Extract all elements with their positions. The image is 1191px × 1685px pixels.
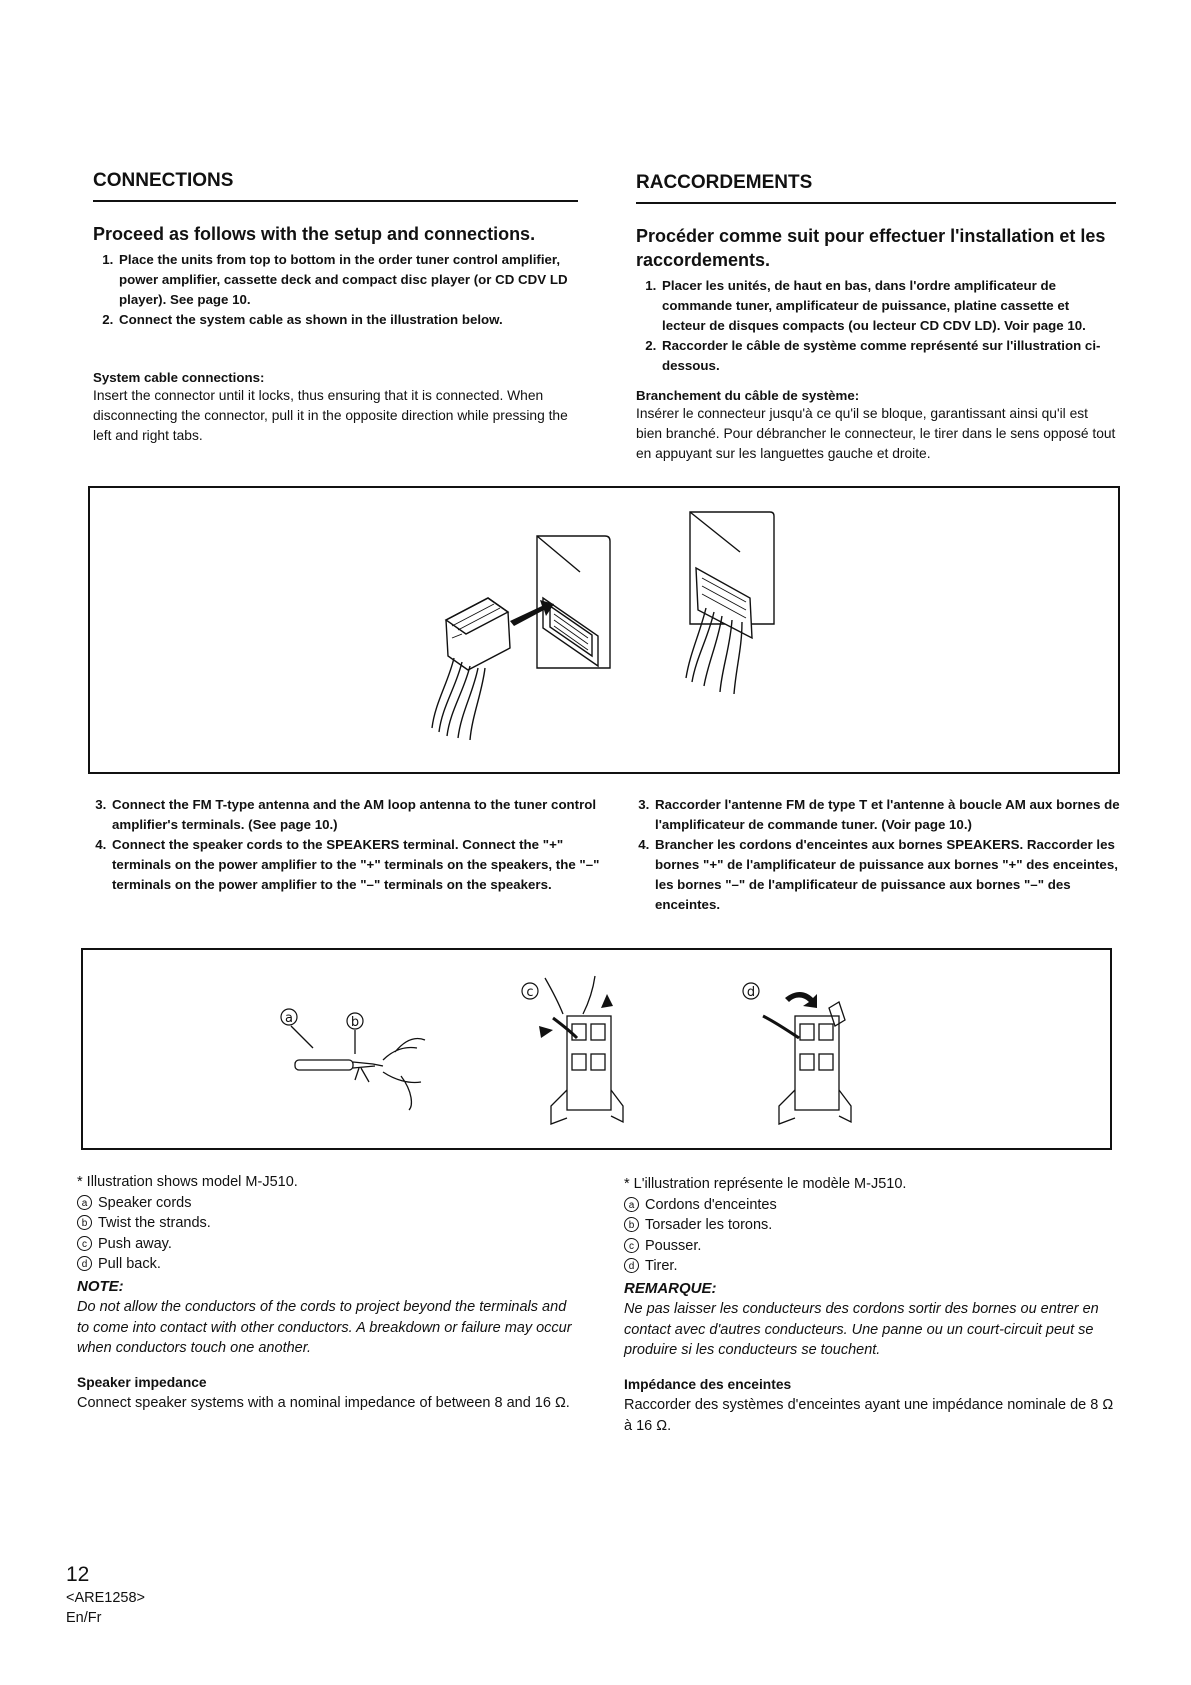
legend-item-c-en bbox=[77, 1234, 582, 1255]
illustration-note-fr: * L'illustration représente le modèle M-J510. bbox=[624, 1176, 907, 1192]
note-text-fr: Ne pas laisser les conducteurs des cordons sortir des bornes ou entrer en contact avec d'autres conducteurs. Une panne ou un court-circuit peut se produire si les conducteurs se touchent. bbox=[624, 1301, 1099, 1358]
notes-fr bbox=[624, 1174, 1120, 1436]
legend-text: Torsader les torons. bbox=[645, 1217, 773, 1233]
step-4-fr: 4. Brancher les cordons d'enceintes aux bornes SPEAKERS. Raccorder les bornes "+" de l'amplificateur de puissance aux bornes "+" des enceintes, les bornes "–" de l'amplificateur de puissance aux bornes "–" des enceintes. bbox=[653, 835, 1139, 915]
page-number: 12 bbox=[66, 1563, 90, 1586]
pull-back-arrow-icon bbox=[785, 992, 817, 1008]
legend-item-b-fr bbox=[624, 1215, 1120, 1236]
legend-item-c-fr bbox=[624, 1236, 1120, 1257]
steps-1-2-fr bbox=[636, 276, 1116, 376]
circle-b-icon: b bbox=[77, 1215, 92, 1230]
illustration-note-en: * Illustration shows model M-J510. bbox=[77, 1174, 298, 1190]
circle-d-icon: d bbox=[77, 1256, 92, 1271]
section-rule-en bbox=[93, 200, 578, 202]
impedance-heading-en: Speaker impedance bbox=[77, 1374, 207, 1390]
legend-item-a-fr bbox=[624, 1195, 1120, 1216]
legend-text: Tirer. bbox=[645, 1258, 678, 1274]
legend-text: Cordons d'enceintes bbox=[645, 1196, 777, 1213]
connector-illustration bbox=[90, 488, 1118, 772]
lead-en: Proceed as follows with the setup and connections. bbox=[93, 224, 536, 244]
impedance-heading-fr: Impédance des enceintes bbox=[624, 1376, 792, 1392]
label-c: c bbox=[526, 985, 534, 1000]
legend-text: Speaker cords bbox=[98, 1194, 192, 1211]
circle-c-icon: c bbox=[77, 1236, 92, 1251]
circle-a-icon: a bbox=[77, 1195, 92, 1210]
circle-b-icon: b bbox=[624, 1217, 639, 1232]
legend-text: Push away. bbox=[98, 1235, 172, 1252]
impedance-text-en: Connect speaker systems with a nominal impedance of between 8 and 16 Ω. bbox=[77, 1395, 570, 1411]
legend-item-a-en bbox=[77, 1193, 582, 1214]
step-3-fr: 3. Raccorder l'antenne FM de type T et l'antenne à boucle AM aux bornes de l'amplificateur de commande tuner. (Voir page 10.) bbox=[653, 795, 1139, 835]
system-cable-en bbox=[93, 370, 578, 446]
steps-3-4-fr bbox=[629, 795, 1139, 915]
legend-item-d-en bbox=[77, 1254, 582, 1275]
intro-en bbox=[93, 222, 578, 330]
section-rule-fr bbox=[636, 202, 1116, 204]
section-header-en bbox=[93, 170, 578, 202]
notes-en bbox=[77, 1172, 582, 1414]
doc-code: <ARE1258> bbox=[66, 1590, 146, 1606]
legend-text: Pull back. bbox=[98, 1256, 161, 1272]
system-cable-heading-fr: Branchement du câble de système: bbox=[636, 388, 860, 403]
legend-item-d-fr bbox=[624, 1256, 1120, 1277]
step-2-fr: 2. Raccorder le câble de système comme représenté sur l'illustration ci-dessous. bbox=[660, 336, 1116, 376]
step-3-en: 3. Connect the FM T-type antenna and the AM loop antenna to the tuner control amplifier's terminals. (See page 10.) bbox=[110, 795, 602, 835]
step-2-en: 2. Connect the system cable as shown in the illustration below. bbox=[117, 310, 578, 330]
section-title-fr: RACCORDEMENTS bbox=[636, 172, 813, 193]
label-a: a bbox=[285, 1011, 293, 1026]
section-title-en: CONNECTIONS bbox=[93, 170, 234, 191]
intro-fr bbox=[636, 224, 1116, 376]
impedance-text-fr: Raccorder des systèmes d'enceintes ayant une impédance nominale de 8 Ω à 16 Ω. bbox=[624, 1397, 1114, 1434]
step-1-fr: 1. Placer les unités, de haut en bas, dans l'ordre amplificateur de commande tuner, amplificateur de puissance, platine cassette et lecteur de disques compacts (ou lecteur CD CDV LD). Voir page 10. bbox=[660, 276, 1116, 336]
note-text-en: Do not allow the conductors of the cords to project beyond the terminals and to come into contact with other conductors. A breakdown or failure may occur when conductors touch one another. bbox=[77, 1299, 572, 1356]
note-heading-fr: REMARQUE: bbox=[624, 1279, 717, 1297]
page-footer bbox=[66, 1562, 145, 1628]
steps-1-2-en bbox=[93, 250, 578, 330]
language-code: En/Fr bbox=[66, 1610, 102, 1626]
system-cable-fr bbox=[636, 388, 1116, 464]
legend-text: Twist the strands. bbox=[98, 1215, 211, 1231]
circle-d-icon: d bbox=[624, 1258, 639, 1273]
label-d: d bbox=[746, 985, 756, 1000]
circle-a-icon: a bbox=[624, 1197, 639, 1212]
push-arrow-icon bbox=[601, 994, 613, 1008]
figure-speaker-terminals bbox=[81, 948, 1112, 1150]
steps-3-4-en bbox=[86, 795, 602, 895]
section-header-fr bbox=[636, 172, 1116, 204]
figure-connector bbox=[88, 486, 1120, 774]
speaker-terminal-illustration bbox=[83, 950, 1110, 1148]
system-cable-heading-en: System cable connections: bbox=[93, 370, 265, 385]
legend-item-b-en bbox=[77, 1213, 582, 1234]
system-cable-text-fr: Insérer le connecteur jusqu'à ce qu'il se bloque, garantissant ainsi qu'il est bien branché. Pour débrancher le connecteur, le tirer dans le sens opposé tout en appuyant sur les languettes gauche et droite. bbox=[636, 406, 1116, 461]
step-1-en: 1. Place the units from top to bottom in the order tuner control amplifier, power amplifier, cassette deck and compact disc player (or CD CDV LD player). See page 10. bbox=[117, 250, 578, 310]
lead-fr: Procéder comme suit pour effectuer l'installation et les raccordements. bbox=[636, 226, 1106, 270]
note-heading-en: NOTE: bbox=[77, 1277, 124, 1295]
system-cable-text-en: Insert the connector until it locks, thus ensuring that it is connected. When disconnecting the connector, pull it in the opposite direction while pressing the left and right tabs. bbox=[93, 388, 568, 443]
step-4-en: 4. Connect the speaker cords to the SPEAKERS terminal. Connect the "+" terminals on the power amplifier to the "+" terminals on the speakers, the "–" terminals on the power amplifier to the "–" terminals on the speakers. bbox=[110, 835, 602, 895]
circle-c-icon: c bbox=[624, 1238, 639, 1253]
legend-text: Pousser. bbox=[645, 1237, 702, 1254]
label-b: b bbox=[350, 1015, 360, 1030]
insert-arrow-icon bbox=[539, 1026, 553, 1038]
